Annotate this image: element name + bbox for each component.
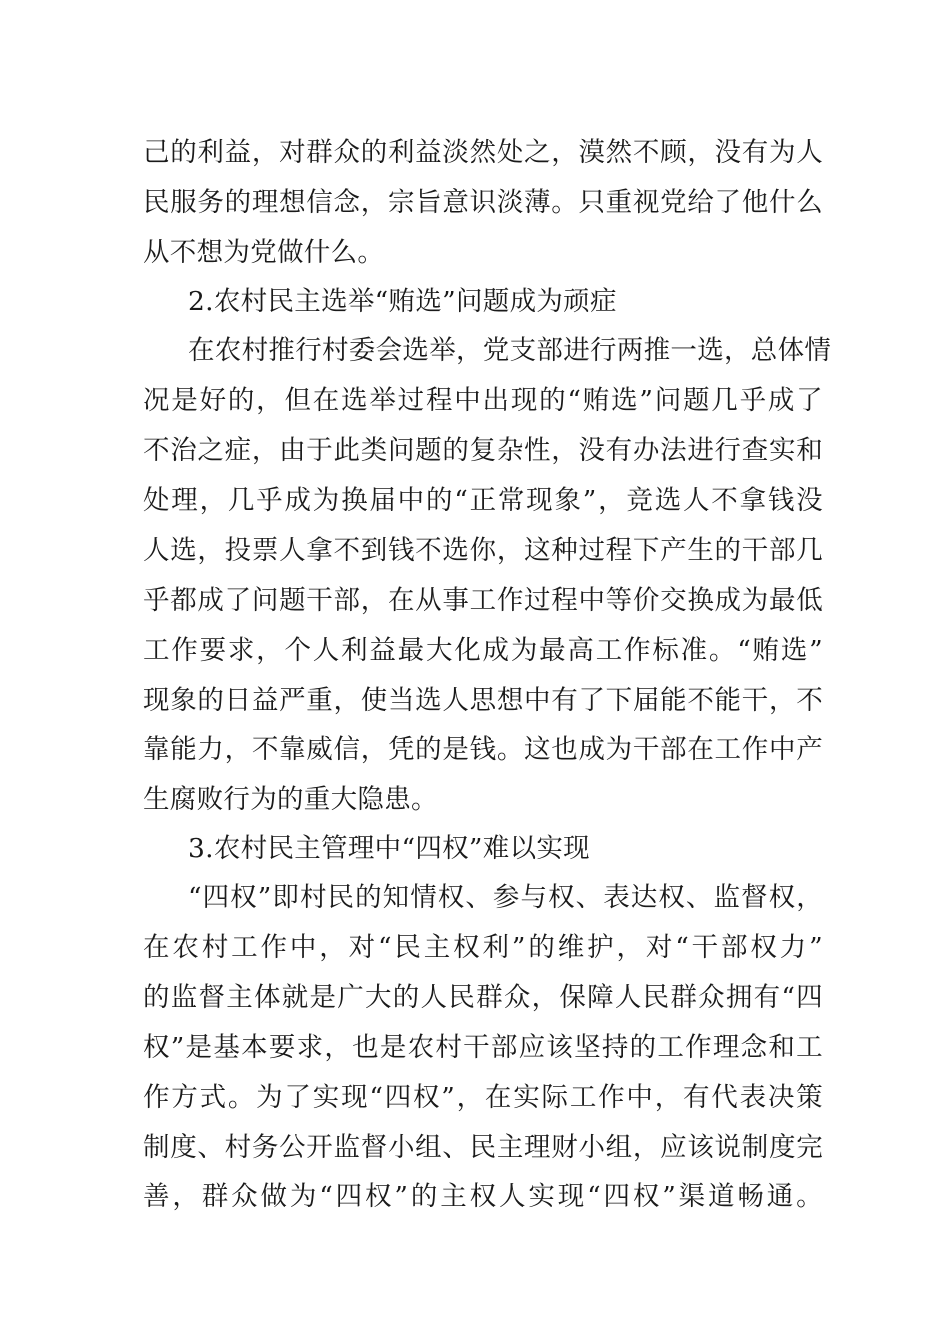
text-line: 靠能力，不靠威信，凭的是钱。这也成为干部在工作中产 (143, 734, 823, 765)
text-line: 民服务的理想信念，宗旨意识淡薄。只重视党给了他什么 (143, 187, 823, 218)
text-line: 现象的日益严重，使当选人思想中有了下届能不能干，不 (143, 685, 823, 716)
text-line: 的监督主体就是广大的人民群众，保障人民群众拥有“四 (143, 982, 823, 1013)
text-line: 人选，投票人拿不到钱不选你，这种过程下产生的干部几 (143, 535, 823, 566)
text-line: 作方式。为了实现“四权”，在实际工作中，有代表决策 (143, 1082, 823, 1113)
text-line: 乎都成了问题干部，在从事工作过程中等价交换成为最低 (143, 585, 823, 616)
text-line: 己的利益，对群众的利益淡然处之，漠然不顾，没有为人 (143, 137, 823, 168)
text-line: 从不想为党做什么。 (143, 237, 385, 268)
section-heading: 2.农村民主选举“贿选”问题成为顽症 (188, 286, 617, 317)
text-line: “四权”即村民的知情权、参与权、表达权、监督权， (188, 882, 823, 913)
text-line: 善，群众做为“四权”的主权人实现“四权”渠道畅通。 (143, 1181, 823, 1212)
text-line: 制度、村务公开监督小组、民主理财小组，应该说制度完 (143, 1132, 823, 1163)
section-heading: 3.农村民主管理中“四权”难以实现 (188, 833, 590, 864)
text-line: 工作要求，个人利益最大化成为最高工作标准。“贿选” (143, 635, 823, 666)
text-line: 不治之症，由于此类问题的复杂性，没有办法进行查实和 (143, 435, 823, 466)
text-line: 生腐败行为的重大隐患。 (143, 784, 438, 815)
text-line: 处理，几乎成为换届中的“正常现象”，竞选人不拿钱没 (143, 485, 823, 516)
text-line: 在农村工作中，对“民主权利”的维护，对“干部权力” (143, 932, 823, 963)
text-line: 况是好的，但在选举过程中出现的“贿选”问题几乎成了 (143, 385, 823, 416)
text-line: 在农村推行村委会选举，党支部进行两推一选，总体情 (188, 335, 832, 366)
text-line: 权”是基本要求，也是农村干部应该坚持的工作理念和工 (143, 1032, 823, 1063)
